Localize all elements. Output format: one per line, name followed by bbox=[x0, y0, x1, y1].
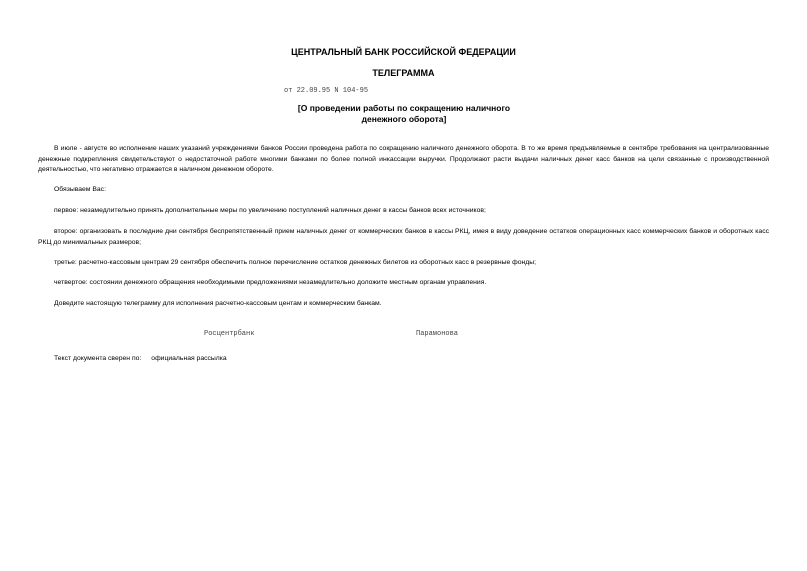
paragraph-first: первое: незамедлительно принять дополнительные меры по увеличению поступлений наличных денег в кассы банков всех источников; bbox=[54, 207, 486, 214]
subject-line-1: [О проведении работы по сокращению наличного bbox=[297, 103, 511, 113]
subject-line-2: денежного оборота] bbox=[361, 114, 447, 124]
paragraph-second: второе: организовать в последние дни сентября беспрепятственный прием наличных денег от коммерческих банков в кассы РКЦ, имея в виду доведение остатков операционных касс коммерческих банков и оборотных касс РКЦ до минимальных размеров; bbox=[38, 228, 769, 246]
verified-label: Текст документа сверен по: bbox=[54, 355, 142, 362]
verified-value: официальная рассылка bbox=[151, 355, 227, 362]
paragraph-closing: Доведите настоящую телеграмму для исполнения расчетно-кассовым центам и коммерческим банкам. bbox=[54, 300, 382, 307]
paragraph-fourth: четвертое: состоянии денежного обращения необходимыми предложениями незамедлительно доложите местным органам управления. bbox=[54, 279, 487, 286]
signature-organization: Росцентрбанк bbox=[204, 330, 255, 338]
document-subject bbox=[280, 103, 528, 125]
paragraph-obligation: Обязываем Вас: bbox=[54, 186, 106, 193]
paragraph-intro: В июле - августе во исполнение наших указаний учреждениями банков России проведена работа по сокращению наличного денежного оборота. В то же время предъявляемые в сентябре требования на централизованные денежные подкрепления свидетельствуют о недостаточной работе многими банками по более полной инкассации выручки. Продолжают расти выдачи наличных денег касс банков на цели связанные с производственной деятельностью, что негативно отражается в наличном денежном обороте. bbox=[38, 145, 769, 173]
date-number: от 22.09.95 N 104-95 bbox=[284, 87, 369, 95]
verification-line bbox=[54, 354, 227, 364]
paragraph-third: третье: расчетно-кассовым центрам 29 сентября обеспечить полное перечисление остатков денежных билетов из оборотных касс в резервные фонды; bbox=[54, 259, 537, 266]
document-type-heading: ТЕЛЕГРАММА bbox=[372, 68, 435, 78]
issuer-heading: ЦЕНТРАЛЬНЫЙ БАНК РОССИЙСКОЙ ФЕДЕРАЦИИ bbox=[291, 47, 516, 57]
signature-name: Парамонова bbox=[416, 330, 459, 338]
